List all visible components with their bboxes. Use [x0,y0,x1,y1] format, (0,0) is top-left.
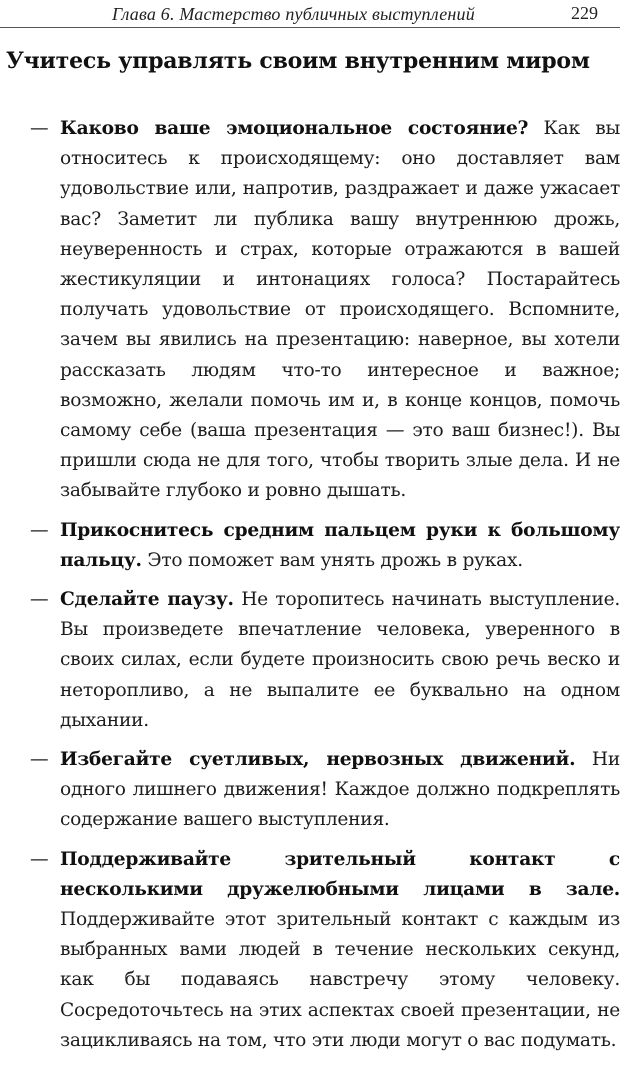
item-lead-bold: Поддерживайте зрительный контакт с несколькими дружелюбными лицами в зале. [60,848,620,900]
running-head-title: Глава 6. Мастерство публичных выступлений [112,4,475,24]
item-lead-bold: Избегайте суетливых, нервозных движений. [60,749,576,771]
running-head [0,0,620,30]
list-item [30,585,620,736]
em-dash-marker: — [30,848,49,870]
header-rule [0,27,620,28]
tips-list [30,114,620,1065]
item-body-text: Не торопитесь начинать выступление. Вы произведете впечатление человека, уверенного в своих силах, если будете произносить свою речь веско и неторопливо, а не выпалите ее буквально на одном дыхании. [60,589,620,731]
list-item [30,114,620,507]
item-lead-bold: Каково ваше эмоциональное состояние? [60,118,529,139]
page-number: 229 [571,3,598,23]
em-dash-marker: — [30,118,49,139]
item-body-text: Это поможет вам унять дрожь в руках. [141,549,523,571]
list-item [30,845,620,1056]
item-lead-bold: Прикоснитесь средним пальцем руки к большому пальцу. [60,519,620,571]
em-dash-marker: — [30,519,49,541]
section-heading: Учитесь управлять своим внутренним миром [6,48,590,74]
item-lead-bold: Сделайте паузу. [60,589,234,611]
em-dash-marker: — [30,589,49,611]
list-item [30,516,620,576]
item-body-text: Как вы относитесь к происходящему: оно доставляет вам удовольствие или, напротив, раздражает и даже ужасает вас? Заметит ли публика вашу внутреннюю дрожь, неуверенность и страх, которые отражаются в вашей жестикуляции и интонациях голоса? Постарайтесь получать удовольствие от происходящего. Вспомните, зачем вы явились на презентацию: наверное, вы хотели рассказать людям что-то интересное и важное; возможно, желали помочь им и, в конце концов, помочь самому себе (ваша презентация — это ваш бизнес!). Вы пришли сюда не для того, чтобы творить злые дела. И не забывайте глубоко и ровно дышать. [60,118,620,502]
list-item [30,745,620,836]
item-body-text: Поддерживайте этот зрительный контакт с каждым из выбранных вами людей в течение нескольких секунд, как бы подаваясь навстречу этому человеку. Сосредоточьтесь на этих аспектах своей презентации, не зацикливаясь на том, что эти люди могут о вас подумать. [60,909,620,1051]
em-dash-marker: — [30,749,49,771]
item-body-text: Ни одного лишнего движения! Каждое должно подкреплять содержание вашего выступления. [60,749,620,831]
